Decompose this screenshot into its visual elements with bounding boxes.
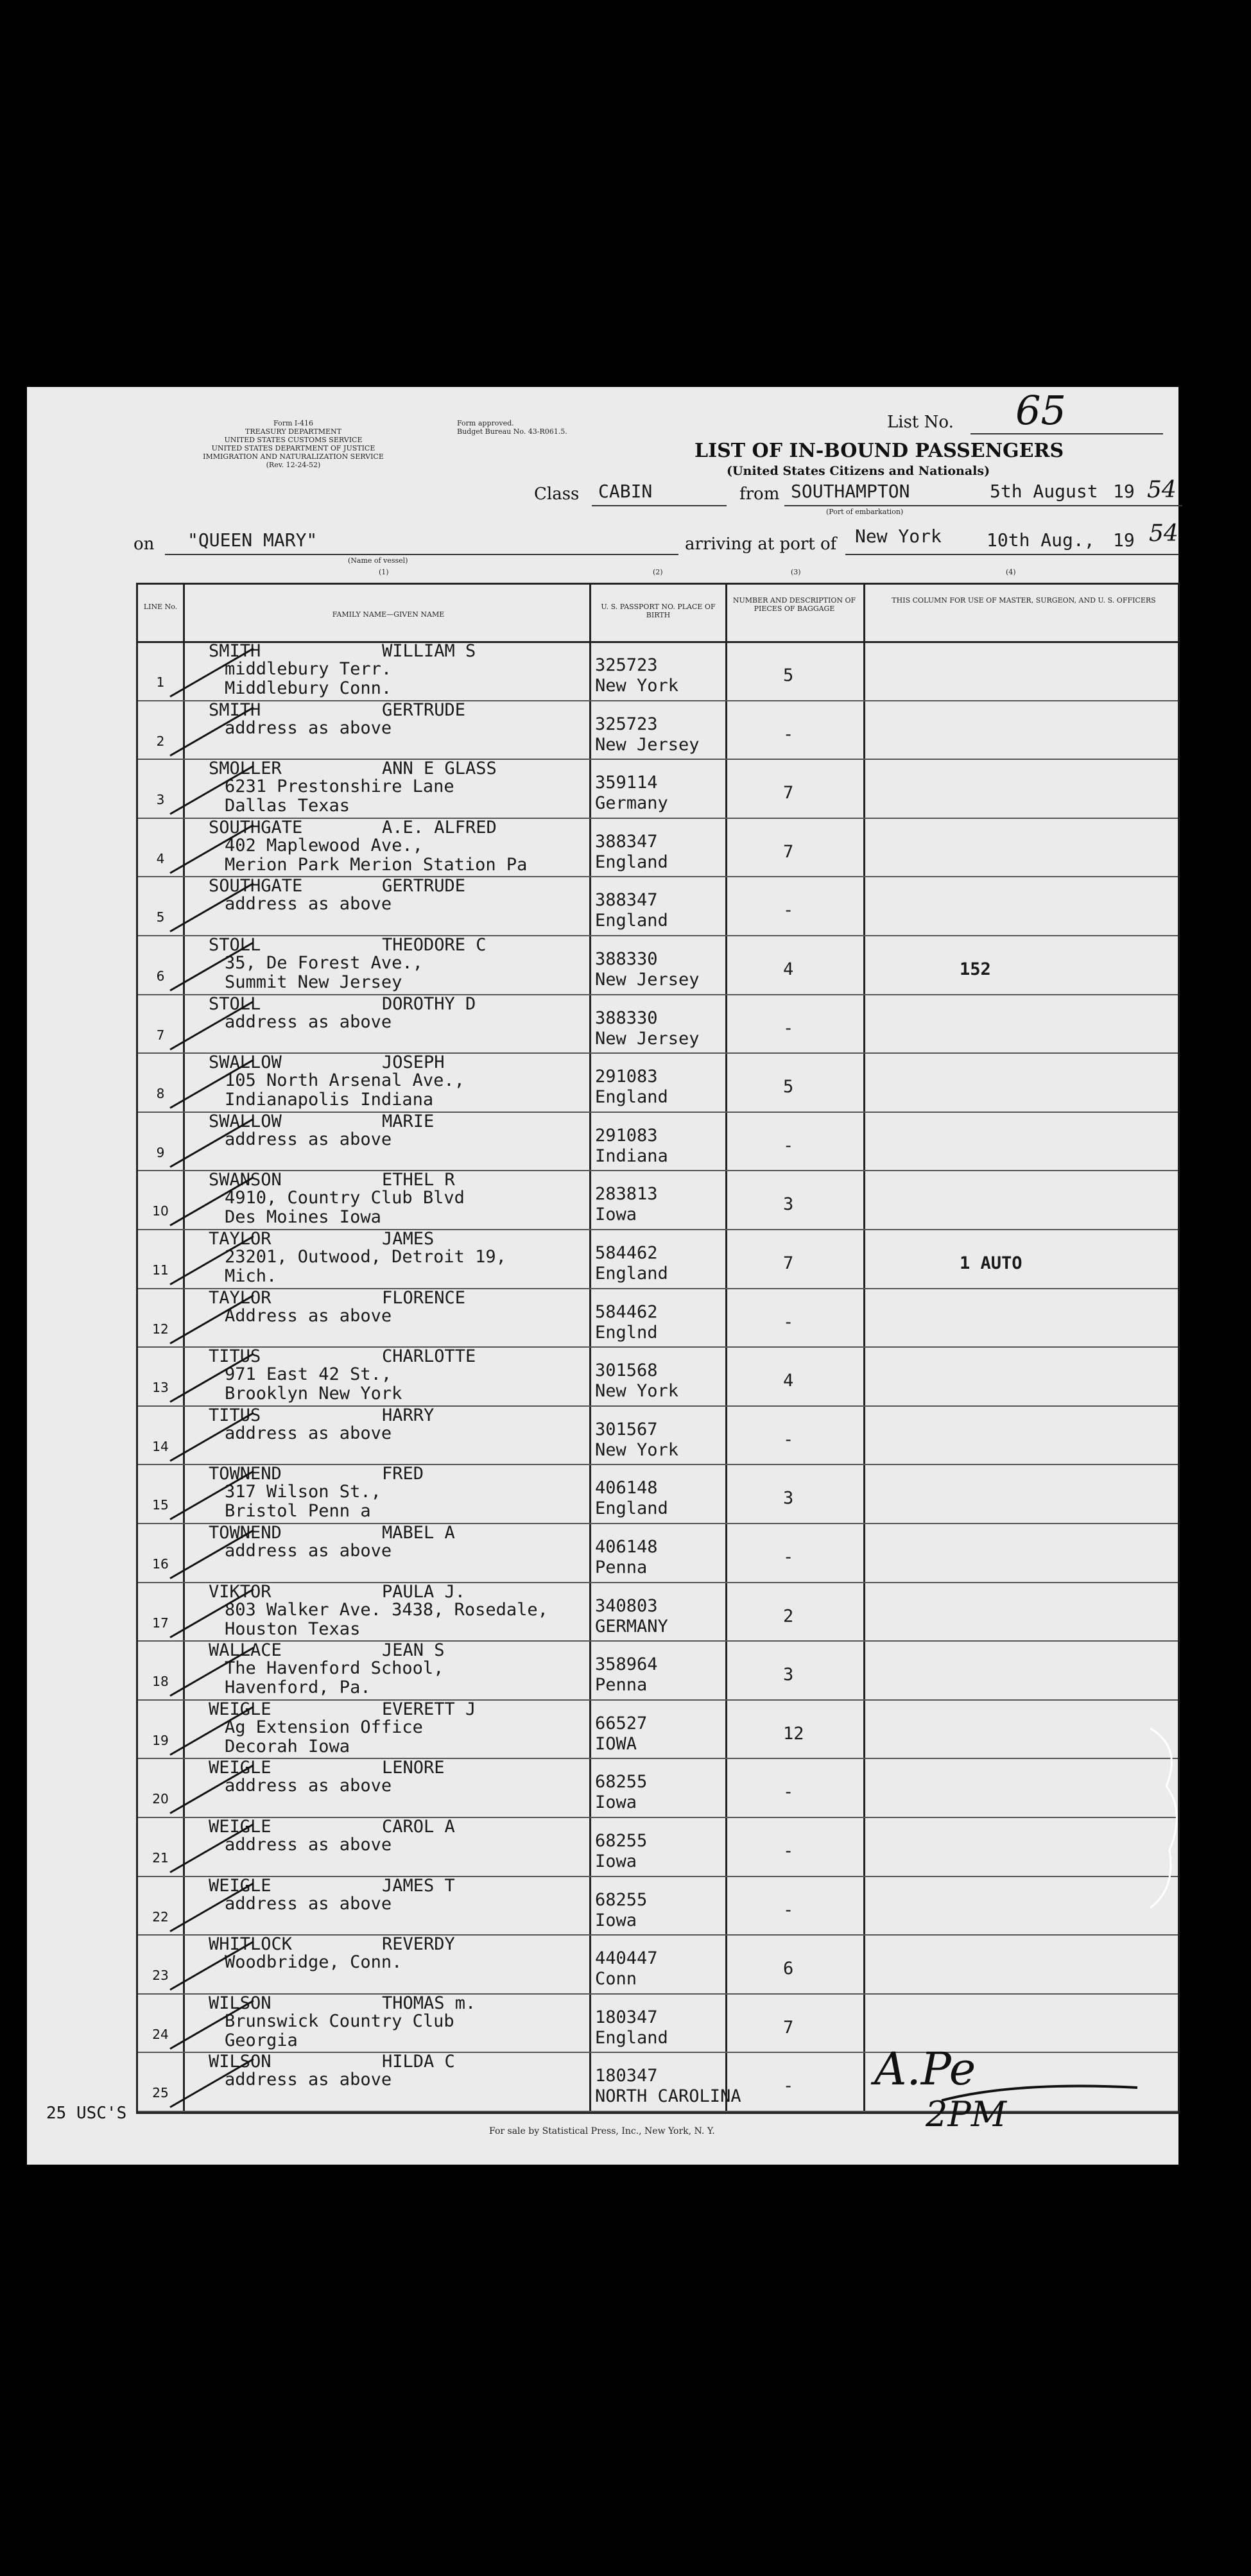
arriving-label: arriving at port of — [685, 535, 837, 554]
table-row — [138, 1993, 1178, 2054]
birth-place: New York — [595, 1381, 679, 1402]
address-line-1: address as above — [225, 1423, 392, 1443]
given-name: THOMAS m. — [382, 1993, 476, 2013]
printer-footer: For sale by Statistical Press, Inc., New York, N. Y. — [489, 2126, 715, 2136]
family-name: STOLL — [209, 993, 261, 1014]
budget-bureau: Budget Bureau No. 43-R061.5. — [457, 427, 567, 436]
given-name: THEODORE C — [382, 935, 487, 955]
header-passport: U. S. PASSPORT NO. PLACE OF BIRTH — [601, 603, 716, 619]
address-line-1: The Havenford School, — [225, 1658, 444, 1679]
passport-number: 325723 — [595, 714, 658, 734]
baggage-count: - — [783, 1429, 794, 1450]
passport-number: 406148 — [595, 1478, 658, 1498]
baggage-count: 4 — [783, 959, 794, 979]
given-name: LENORE — [382, 1758, 445, 1778]
margin-bracket — [1147, 1722, 1186, 1914]
given-name: HARRY — [382, 1405, 435, 1425]
class-value: CABIN — [598, 481, 653, 502]
passport-number: 584462 — [595, 1301, 658, 1322]
address-line-1: address as above — [225, 2070, 392, 2090]
passport-number: 180347 — [595, 2007, 658, 2027]
table-row — [138, 1523, 1178, 1583]
birth-place: Indiana — [595, 1146, 668, 1166]
class-label: Class — [534, 485, 580, 504]
birth-place: England — [595, 1087, 668, 1108]
address-line-1: 105 North Arsenal Ave., — [225, 1070, 465, 1091]
table-row — [138, 1052, 1178, 1113]
given-name: GERTRUDE — [382, 876, 466, 897]
address-line-1: address as above — [225, 894, 392, 914]
signature-flourish — [938, 2068, 1150, 2113]
form-header-left — [139, 419, 447, 469]
address-line-2: Georgia — [225, 2030, 298, 2050]
col3-number: (3) — [791, 568, 801, 576]
baggage-count: 6 — [783, 1959, 794, 1979]
birth-place: New York — [595, 676, 679, 696]
baggage-count: 5 — [783, 665, 794, 685]
address-line-1: 317 Wilson St., — [225, 1482, 381, 1502]
birth-place: New Jersey — [595, 1028, 700, 1049]
line-number: 18 — [152, 1674, 169, 1690]
baggage-count: 5 — [783, 1077, 794, 1097]
col4-number: (4) — [1006, 568, 1016, 576]
passport-number: 325723 — [595, 655, 658, 675]
family-name: TAYLOR — [209, 1287, 272, 1308]
passport-number: 440447 — [595, 1948, 658, 1969]
address-line-1: 803 Walker Ave. 3438, Rosedale, — [225, 1599, 548, 1620]
address-line-1: address as above — [225, 1011, 392, 1032]
line-number: 17 — [152, 1615, 169, 1631]
baggage-count: - — [783, 2076, 794, 2097]
given-name: DOROTHY D — [382, 993, 476, 1014]
departure-year: 54 — [1147, 477, 1177, 503]
address-line-1: address as above — [225, 1776, 392, 1796]
address-line-1: 4910, Country Club Blvd — [225, 1188, 465, 1208]
birth-place: Iowa — [595, 1851, 637, 1871]
birth-place: Conn — [595, 1969, 637, 1989]
given-name: FLORENCE — [382, 1287, 466, 1308]
address-line-2: Bristol Penn a — [225, 1501, 371, 1522]
passport-number: 68255 — [595, 1889, 648, 1910]
vessel-line — [165, 554, 678, 555]
birth-place: Penna — [595, 1558, 648, 1577]
table-row — [138, 876, 1178, 936]
justice-dept: UNITED STATES DEPARTMENT OF JUSTICE — [211, 444, 375, 452]
given-name: WILLIAM S — [382, 641, 476, 661]
birth-place: NORTH CAROLINA — [595, 2086, 741, 2107]
address-line-1: address as above — [225, 1129, 392, 1149]
table-row — [138, 1934, 1178, 1995]
table-row — [138, 1699, 1178, 1760]
address-line-2: Middlebury Conn. — [225, 678, 392, 698]
list-number: 65 — [1015, 387, 1066, 434]
line-number: 1 — [156, 674, 165, 690]
baggage-count: - — [783, 1135, 794, 1156]
baggage-count: 12 — [783, 1723, 804, 1744]
line-number: 7 — [156, 1027, 165, 1043]
departure-date: 5th August — [990, 481, 1098, 502]
family-name: SMITH — [209, 641, 261, 661]
baggage-count: - — [783, 1900, 794, 1920]
port-caption: (Port of embarkation) — [826, 508, 904, 516]
baggage-count: - — [783, 1547, 794, 1567]
col2-number: (2) — [653, 568, 663, 576]
family-name: WEIGLE — [209, 1875, 272, 1896]
passport-number: 301567 — [595, 1419, 658, 1439]
table-row — [138, 1582, 1178, 1642]
baggage-count: 7 — [783, 1253, 794, 1273]
address-line-2: Dallas Texas — [225, 796, 350, 816]
customs-service: UNITED STATES CUSTOMS SERVICE — [224, 436, 363, 444]
given-name: GERTRUDE — [382, 700, 466, 720]
line-number: 9 — [156, 1144, 165, 1160]
family-name: SOUTHGATE — [209, 817, 303, 837]
given-name: REVERDY — [382, 1934, 455, 1955]
family-name: WEIGLE — [209, 1758, 272, 1778]
family-name: TOWNEND — [209, 1523, 282, 1543]
passport-number: 388347 — [595, 831, 658, 852]
table-row — [138, 641, 1178, 701]
list-number-label: List No. — [887, 413, 954, 432]
table-row — [138, 1346, 1178, 1407]
family-name: SOUTHGATE — [209, 876, 303, 897]
family-name: VIKTOR — [209, 1581, 272, 1602]
header-line-no: LINE No. — [143, 603, 178, 611]
line-number: 24 — [152, 2026, 169, 2042]
family-name: WEIGLE — [209, 1699, 272, 1719]
family-name: TAYLOR — [209, 1229, 272, 1249]
birth-place: New Jersey — [595, 970, 700, 990]
birth-place: IOWA — [595, 1733, 637, 1754]
line-number: 16 — [152, 1556, 169, 1572]
officer-signature: A.Pe — [874, 2043, 976, 2095]
passport-number: 68255 — [595, 1772, 648, 1792]
given-name: PAULA J. — [382, 1581, 466, 1602]
departure-year-prefix: 19 — [1113, 481, 1135, 502]
officer-initials: 2PM — [926, 2094, 1006, 2134]
passport-number: 180347 — [595, 2066, 658, 2086]
baggage-count: - — [783, 1312, 794, 1332]
manifest-page — [27, 387, 1178, 2165]
from-line — [784, 505, 1182, 506]
given-name: MABEL A — [382, 1523, 455, 1543]
manifest-title: LIST OF IN-BOUND PASSENGERS — [695, 440, 1064, 462]
family-name: TOWNEND — [209, 1464, 282, 1484]
address-line-1: address as above — [225, 1893, 392, 1914]
line-number: 20 — [152, 1791, 169, 1807]
passport-number: 406148 — [595, 1537, 658, 1557]
line-number: 3 — [156, 792, 165, 808]
family-name: WALLACE — [209, 1640, 282, 1661]
address-line-2: Des Moines Iowa — [225, 1207, 381, 1228]
passport-number: 359114 — [595, 773, 658, 793]
address-line-1: 35, De Forest Ave., — [225, 953, 423, 973]
passenger-table — [136, 583, 1180, 2114]
birth-place: Iowa — [595, 1205, 637, 1225]
line-number: 25 — [152, 2085, 169, 2101]
given-name: FRED — [382, 1464, 424, 1484]
address-line-1: Ag Extension Office — [225, 1717, 423, 1737]
birth-place: England — [595, 2027, 668, 2048]
baggage-count: - — [783, 900, 794, 921]
given-name: JAMES T — [382, 1875, 455, 1896]
birth-place: New Jersey — [595, 734, 700, 755]
form-approved: Form approved. — [457, 419, 514, 427]
family-name: STOLL — [209, 935, 261, 955]
address-line-1: 6231 Prestonshire Lane — [225, 777, 454, 797]
family-name: SWALLOW — [209, 1111, 282, 1131]
passport-number: 291083 — [595, 1067, 658, 1087]
address-line-2: Merion Park Merion Station Pa — [225, 854, 528, 875]
birth-place: England — [595, 1264, 668, 1284]
officer-remark: 1 AUTO — [960, 1253, 1022, 1273]
given-name: CAROL A — [382, 1817, 455, 1837]
given-name: ETHEL R — [382, 1170, 455, 1190]
passport-number: 340803 — [595, 1595, 658, 1616]
passport-number: 388330 — [595, 949, 658, 969]
table-row — [138, 1112, 1178, 1172]
family-name: WEIGLE — [209, 1817, 272, 1837]
table-row — [138, 1817, 1178, 1877]
baggage-count: 3 — [783, 1665, 794, 1685]
form-approval — [457, 419, 567, 436]
line-number: 5 — [156, 909, 165, 925]
passport-number: 388347 — [595, 890, 658, 911]
class-line — [592, 505, 727, 506]
address-line-1: address as above — [225, 717, 392, 738]
given-name: JOSEPH — [382, 1052, 445, 1073]
arrival-line — [845, 554, 1179, 555]
table-row — [138, 1170, 1178, 1230]
family-name: WILSON — [209, 2052, 272, 2072]
passport-number: 68255 — [595, 1831, 648, 1851]
family-name: SMITH — [209, 700, 261, 720]
address-line-1: 971 East 42 St., — [225, 1364, 392, 1385]
baggage-count: - — [783, 724, 794, 744]
address-line-1: 402 Maplewood Ave., — [225, 835, 423, 855]
address-line-1: Brunswick Country Club — [225, 2011, 454, 2031]
baggage-count: 7 — [783, 783, 794, 803]
baggage-count: - — [783, 1018, 794, 1038]
arrival-year-prefix: 19 — [1113, 529, 1135, 551]
table-row — [138, 1464, 1178, 1524]
address-line-2: Havenford, Pa. — [225, 1678, 371, 1698]
address-line-1: 23201, Outwood, Detroit 19, — [225, 1247, 506, 1267]
address-line-2: Indianapolis Indiana — [225, 1090, 434, 1110]
family-name: WHITLOCK — [209, 1934, 293, 1955]
address-line-2: Mich. — [225, 1266, 277, 1286]
address-line-1: Woodbridge, Conn. — [225, 1952, 402, 1973]
table-row — [138, 1288, 1178, 1348]
table-row — [138, 759, 1178, 819]
passport-number: 584462 — [595, 1243, 658, 1263]
passport-number: 301568 — [595, 1361, 658, 1381]
line-number: 15 — [152, 1497, 169, 1513]
address-line-2: Houston Texas — [225, 1619, 361, 1639]
manifest-subtitle: (United States Citizens and Nationals) — [727, 464, 990, 478]
vessel-caption: (Name of vessel) — [348, 556, 408, 565]
baggage-count: 2 — [783, 1606, 794, 1626]
passport-number: 291083 — [595, 1125, 658, 1146]
given-name: CHARLOTTE — [382, 1346, 476, 1367]
address-line-2: Summit New Jersey — [225, 972, 402, 992]
birth-place: England — [595, 852, 668, 872]
address-line-1: address as above — [225, 1541, 392, 1561]
table-row — [138, 994, 1178, 1054]
vessel-col-number: (1) — [379, 568, 389, 576]
given-name: JAMES — [382, 1229, 435, 1249]
birth-place: Germany — [595, 793, 668, 814]
family-name: SWANSON — [209, 1170, 282, 1190]
arrival-date: 10th Aug., — [987, 529, 1095, 551]
given-name: EVERETT J — [382, 1699, 476, 1719]
address-line-2: Brooklyn New York — [225, 1384, 402, 1404]
treasury-dept: TREASURY DEPARTMENT — [245, 427, 341, 436]
line-number: 22 — [152, 1909, 169, 1925]
line-number: 21 — [152, 1850, 169, 1866]
baggage-count: 3 — [783, 1194, 794, 1215]
family-name: TITUS — [209, 1405, 261, 1425]
address-line-1: address as above — [225, 1835, 392, 1855]
table-row — [138, 1405, 1178, 1466]
family-name: WILSON — [209, 1993, 272, 2013]
embarkation-port: SOUTHAMPTON — [791, 481, 910, 502]
baggage-count: 4 — [783, 1371, 794, 1391]
baggage-count: - — [783, 1782, 794, 1803]
birth-place: Penna — [595, 1675, 648, 1696]
passport-number: 358964 — [595, 1654, 658, 1675]
given-name: A.E. ALFRED — [382, 817, 497, 837]
header-name: FAMILY NAME—GIVEN NAME — [332, 610, 445, 619]
passport-number: 388330 — [595, 1008, 658, 1028]
address-line-2: Decorah Iowa — [225, 1736, 350, 1756]
line-number: 6 — [156, 968, 165, 984]
line-number: 4 — [156, 850, 165, 866]
margin-note: 25 USC'S — [46, 2104, 127, 2123]
baggage-count: 7 — [783, 841, 794, 862]
line-number: 13 — [152, 1380, 169, 1396]
family-name: TITUS — [209, 1346, 261, 1367]
table-row — [138, 1640, 1178, 1701]
form-number: Form I-416 — [273, 419, 313, 427]
table-row — [138, 1758, 1178, 1818]
officer-remark: 152 — [960, 959, 991, 979]
table-row — [138, 935, 1178, 995]
table-row — [138, 818, 1178, 878]
address-line-1: middlebury Terr. — [225, 659, 392, 679]
header-baggage: NUMBER AND DESCRIPTION OF PIECES OF BAGGAGE — [732, 596, 856, 613]
line-number: 23 — [152, 1968, 169, 1984]
baggage-count: 7 — [783, 2017, 794, 2038]
birth-place: Englnd — [595, 1322, 658, 1343]
ins-service: IMMIGRATION AND NATURALIZATION SERVICE — [203, 452, 384, 461]
passport-number: 283813 — [595, 1184, 658, 1205]
address-line-1: Address as above — [225, 1305, 392, 1326]
given-name: HILDA C — [382, 2052, 455, 2072]
passport-number: 66527 — [595, 1713, 648, 1733]
on-label: on — [134, 535, 155, 554]
given-name: MARIE — [382, 1111, 435, 1131]
line-number: 10 — [152, 1203, 169, 1219]
birth-place: Iowa — [595, 1792, 637, 1813]
family-name: SWALLOW — [209, 1052, 282, 1073]
from-label: from — [739, 485, 780, 504]
line-number: 2 — [156, 733, 165, 749]
header-officers: THIS COLUMN FOR USE OF MASTER, SURGEON, AND U. S. OFFICERS — [892, 596, 1156, 605]
arrival-port: New York — [855, 526, 942, 547]
line-number: 8 — [156, 1086, 165, 1102]
birth-place: England — [595, 911, 668, 931]
revision: (Rev. 12-24-52) — [266, 461, 321, 469]
table-row — [138, 1229, 1178, 1289]
table-row — [138, 1876, 1178, 1936]
birth-place: Iowa — [595, 1910, 637, 1930]
baggage-count: - — [783, 1841, 794, 1861]
line-number: 19 — [152, 1732, 169, 1748]
family-name: SMOLLER — [209, 759, 282, 779]
list-number-line — [971, 433, 1163, 434]
given-name: ANN E GLASS — [382, 759, 497, 779]
birth-place: GERMANY — [595, 1616, 668, 1636]
line-number: 14 — [152, 1438, 169, 1454]
birth-place: England — [595, 1498, 668, 1519]
baggage-count: 3 — [783, 1488, 794, 1509]
given-name: JEAN S — [382, 1640, 445, 1661]
line-number: 11 — [152, 1262, 169, 1278]
table-row — [138, 700, 1178, 760]
birth-place: New York — [595, 1439, 679, 1460]
vessel-name: "QUEEN MARY" — [187, 529, 318, 551]
line-number: 12 — [152, 1321, 169, 1337]
arrival-year: 54 — [1149, 520, 1178, 547]
